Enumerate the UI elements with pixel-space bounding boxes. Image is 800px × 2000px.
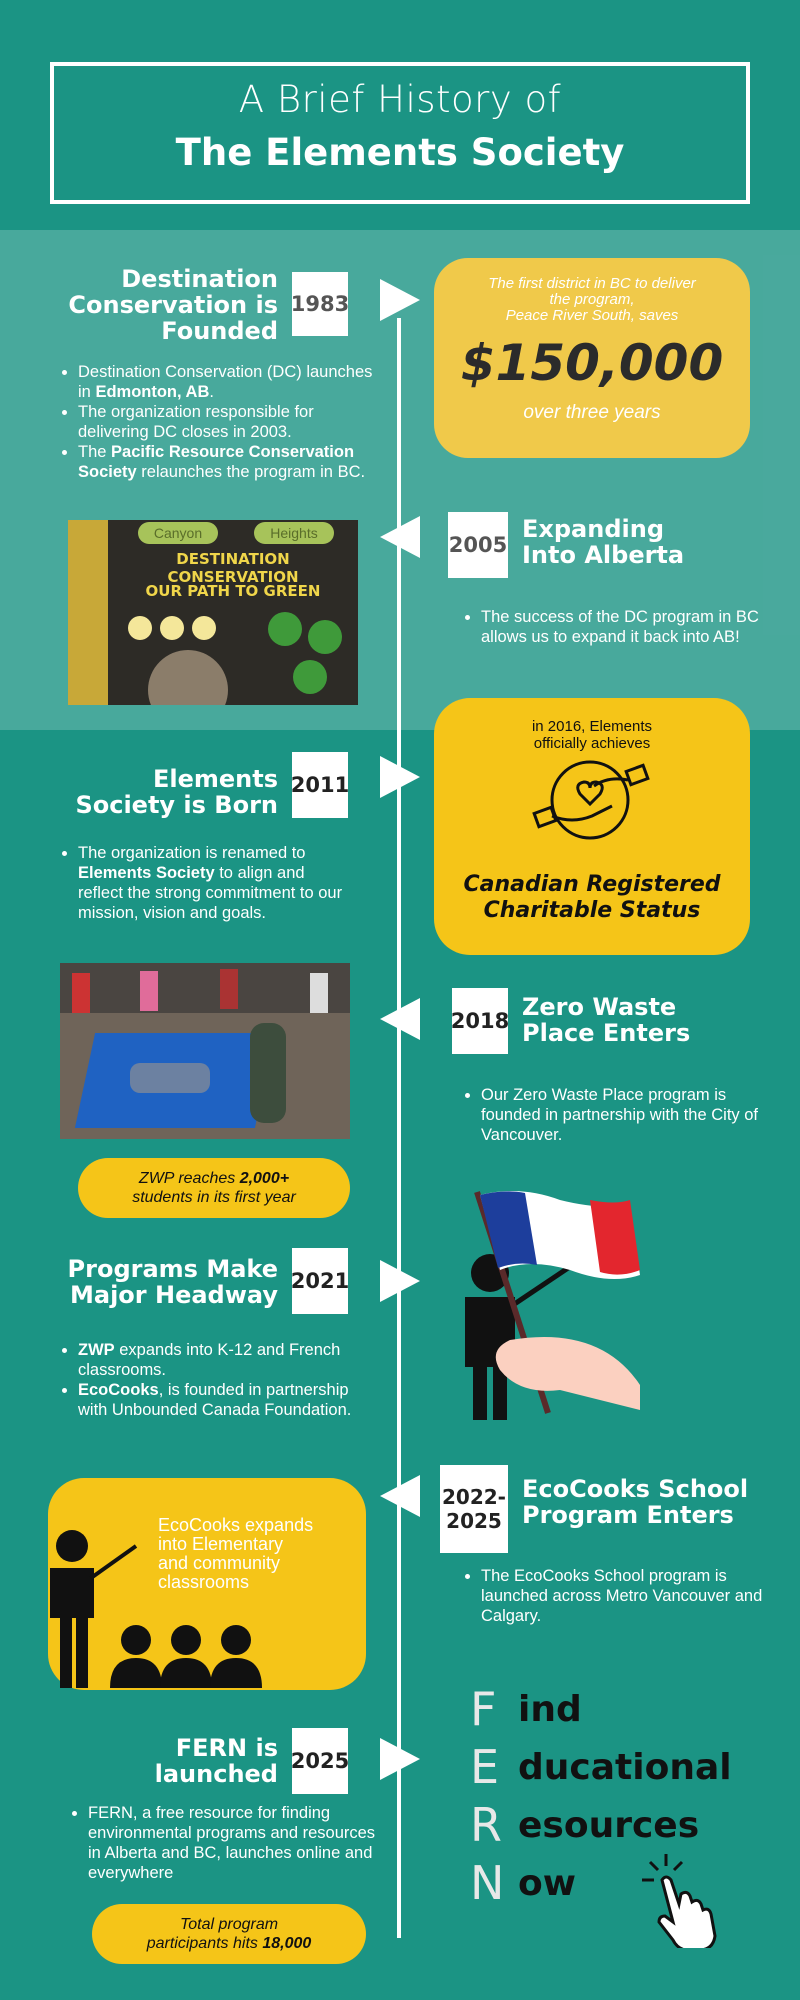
heading-line: Founded — [161, 317, 278, 345]
tree-shape — [308, 620, 342, 654]
bullets-2022 — [481, 1566, 781, 1626]
heading-line: Place Enters — [522, 1019, 691, 1047]
heading-2011 — [40, 766, 278, 818]
year-badge-2011: 2011 — [292, 752, 348, 818]
photo-dc-board — [68, 520, 358, 705]
bulb-shape — [192, 616, 216, 640]
classroom-icon — [36, 1528, 276, 1698]
bullets-2025 — [88, 1803, 378, 1883]
bullets-2011 — [78, 843, 348, 923]
arrow-right-icon — [380, 1738, 420, 1780]
ecocooks-callout — [48, 1478, 366, 1690]
heading-2018 — [522, 994, 762, 1046]
ecocooks-callout-text: EcoCooks expands into Elementary and community classrooms — [158, 1515, 314, 1592]
charity-status: Canadian Registered Charitable Status — [463, 872, 721, 923]
total-participants-pill: Total program participants hits 18,000 — [92, 1904, 366, 1964]
heading-2021 — [40, 1256, 278, 1308]
bulb-shape — [128, 616, 152, 640]
bullets-2018 — [481, 1085, 781, 1145]
year-badge-2022-2025: 2022- 2025 — [440, 1465, 508, 1553]
title-line2: The Elements Society — [175, 131, 625, 174]
heading-line: Destination — [121, 265, 278, 293]
fern-row: F ind — [470, 1682, 582, 1736]
heading-1983 — [40, 266, 278, 344]
photo-label: Heights — [254, 522, 334, 544]
click-hand-icon — [636, 1852, 732, 1948]
bulb-shape — [160, 616, 184, 640]
photo-label: Canyon — [138, 522, 218, 544]
fern-row: E ducational — [470, 1740, 732, 1794]
photo-text: OUR PATH TO GREEN — [145, 582, 321, 600]
arrow-left-icon — [380, 1475, 420, 1517]
title-line1: A Brief History of — [238, 78, 562, 121]
arrow-left-icon — [380, 998, 420, 1040]
heading-line: Zero Waste — [522, 993, 677, 1021]
heading-line: Expanding — [522, 515, 665, 543]
heading-line: Society is Born — [75, 791, 278, 819]
heading-line: Programs Make — [67, 1255, 278, 1283]
year-badge-2021: 2021 — [292, 1248, 348, 1314]
arrow-right-icon — [380, 756, 420, 798]
year-badge-2018: 2018 — [452, 988, 508, 1054]
photo-waste-tarp — [60, 963, 350, 1139]
bullet-item: • FERN, a free resource for finding environmental programs and resources in Alberta and BC, launches online and everywhere — [88, 1803, 378, 1883]
heading-line: Elements — [152, 765, 278, 793]
bullet-item: • The organization responsible for delivering DC closes in 2003. — [78, 402, 378, 442]
heading-line: Major Headway — [70, 1281, 278, 1309]
year-badge-1983: 1983 — [292, 272, 348, 336]
savings-amount: $150,000 — [460, 334, 724, 392]
timeline-line — [397, 318, 401, 1938]
savings-intro: The first district in BC to deliver the program, Peace River South, saves — [488, 275, 696, 324]
tree-shape — [268, 612, 302, 646]
heading-line: Conservation is — [68, 291, 278, 319]
heading-2025 — [40, 1735, 278, 1787]
title-box — [50, 62, 750, 204]
heading-line: Program Enters — [522, 1501, 734, 1529]
bullet-item: • The EcoCooks School program is launched across Metro Vancouver and Calgary. — [481, 1566, 781, 1626]
bullet-item: • The success of the DC program in BC allows us to expand it back into AB! — [481, 607, 781, 647]
heading-line: launched — [154, 1760, 278, 1788]
heading-line: EcoCooks School — [522, 1475, 749, 1503]
arrow-right-icon — [380, 279, 420, 321]
year-badge-2025: 2025 — [292, 1728, 348, 1794]
zwp-milestone-pill: ZWP reaches 2,000+ students in its first year — [78, 1158, 350, 1218]
arrow-right-icon — [380, 1260, 420, 1302]
tree-shape — [293, 660, 327, 694]
heading-2005 — [522, 516, 762, 568]
year-badge-2005: 2005 — [448, 512, 508, 578]
bullet-item: • The organization is renamed to Elements Society to align and reflect the strong commitment to our mission, vision and goals. — [78, 843, 348, 923]
charity-intro: in 2016, Elements officially achieves — [531, 718, 653, 752]
photo-text: DESTINATION CONSERVATION — [167, 550, 299, 586]
bullet-item: • ZWP expands into K-12 and French classrooms. — [78, 1340, 358, 1380]
bullet-item: • EcoCooks, is founded in partnership with Unbounded Canada Foundation. — [78, 1380, 358, 1420]
fern-row: N ow — [470, 1856, 576, 1910]
savings-callout — [434, 258, 750, 458]
child-figure — [250, 1023, 286, 1123]
bullet-item: • Destination Conservation (DC) launches in Edmonton, AB. — [78, 362, 378, 402]
bullets-2021 — [78, 1340, 358, 1420]
heading-line: Into Alberta — [522, 541, 685, 569]
bullets-1983 — [78, 362, 378, 482]
bullet-item: • The Pacific Resource Conservation Society relaunches the program in BC. — [78, 442, 378, 482]
heading-line: FERN is — [175, 1734, 278, 1762]
heading-2022 — [522, 1476, 782, 1528]
bullets-2005 — [481, 607, 781, 647]
bullet-item: • Our Zero Waste Place program is founded in partnership with the City of Vancouver. — [481, 1085, 781, 1145]
arrow-left-icon — [380, 516, 420, 558]
fern-row: R esources — [470, 1798, 700, 1852]
teacher-flag-illustration — [440, 1185, 760, 1420]
charity-callout — [434, 698, 750, 955]
handshake-heart-icon — [532, 758, 652, 848]
savings-outro: over three years — [523, 402, 661, 423]
